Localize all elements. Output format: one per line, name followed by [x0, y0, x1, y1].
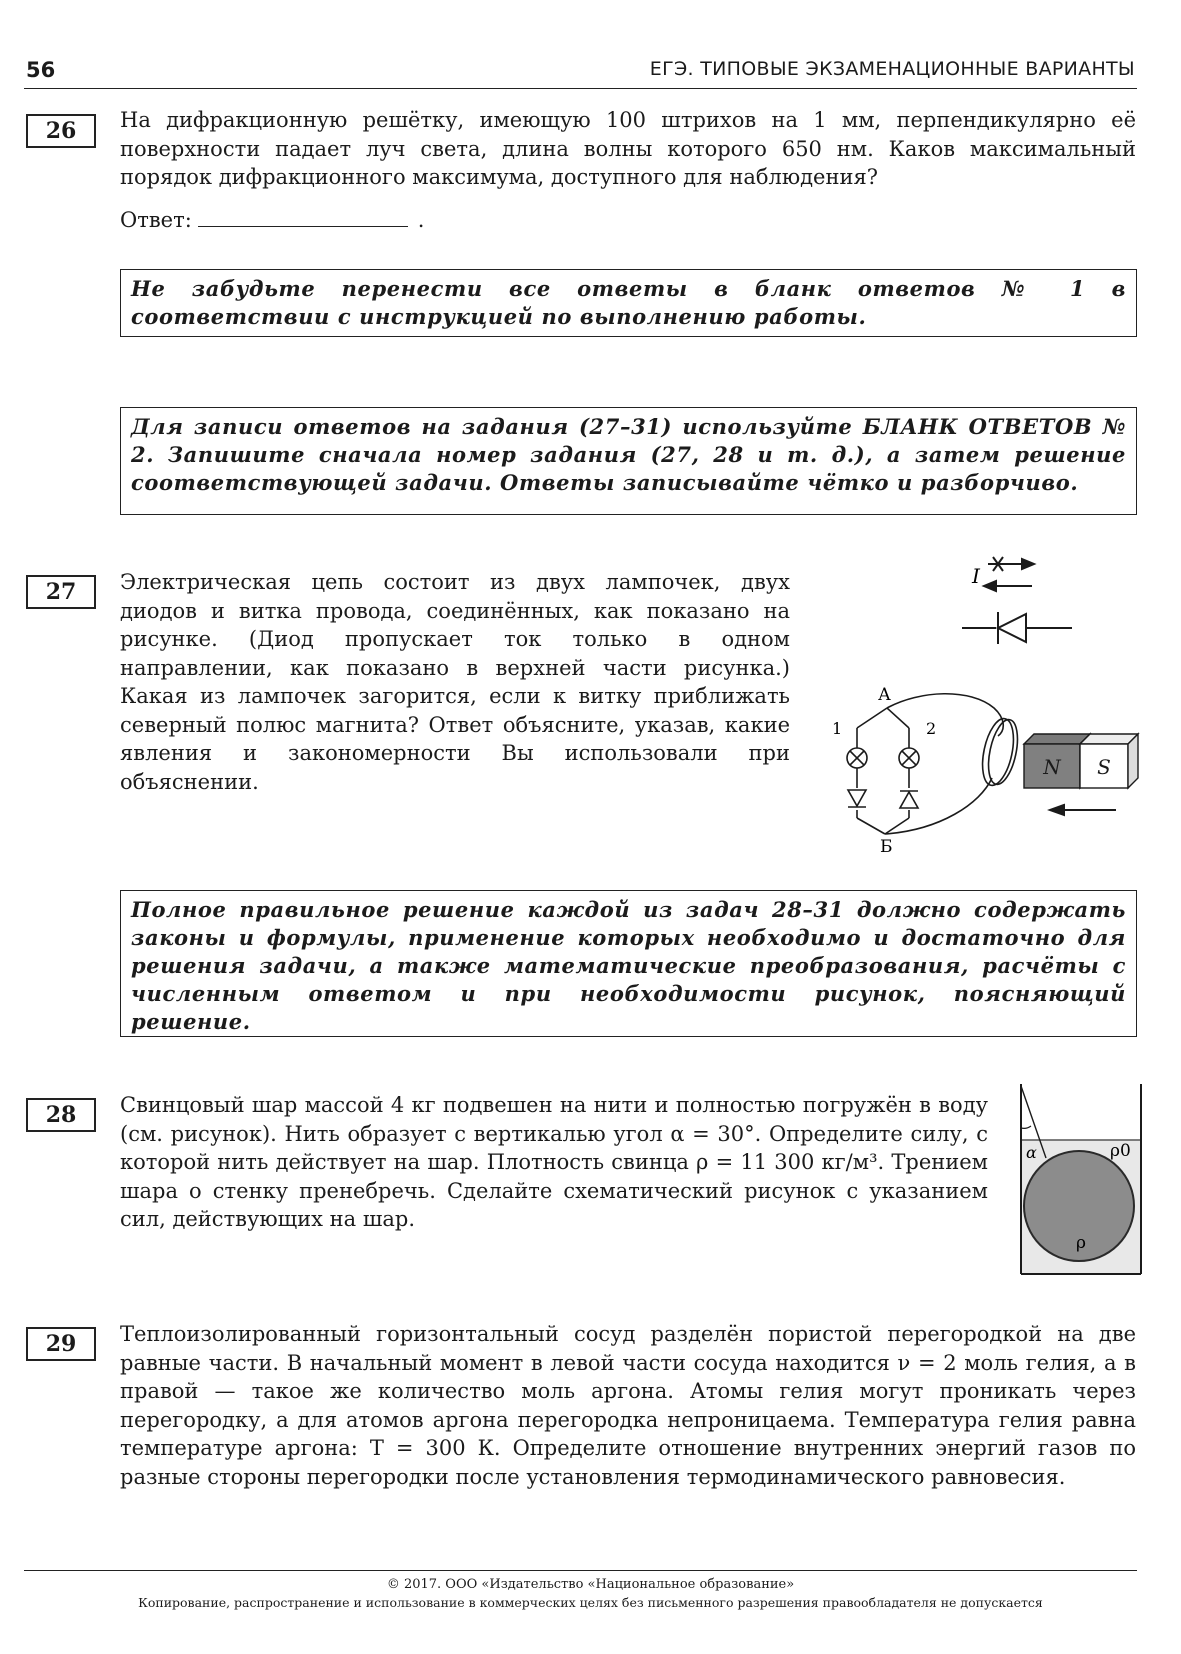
- running-header: ЕГЭ. ТИПОВЫЕ ЭКЗАМЕНАЦИОННЫЕ ВАРИАНТЫ: [649, 58, 1135, 80]
- page-number: 56: [26, 58, 56, 82]
- header-rule: [24, 88, 1137, 89]
- rho-label: ρ: [1076, 1233, 1086, 1253]
- node-a-label: А: [878, 685, 891, 705]
- circuit-wires: [857, 694, 1023, 834]
- question-number-27: 27: [26, 575, 96, 609]
- current-arrows: [984, 557, 1034, 591]
- current-label: I: [972, 564, 980, 588]
- answer-end: .: [417, 208, 425, 232]
- question-29-text: Теплоизолированный горизонтальный сосуд разделён пористой перегородкой на две равные части. В начальный момент в левой части сосуда находится ν = 2 моль гелия, а в правой — такое же количество моль аргона. Атомы гелия могут проникать через перегородку, а для атомов аргона перегородка непроницаема. Температура гелия равна температуре аргона: T = 300 К. Определите отношение внутренних энергий газов по разные стороны перегородки после установления термодинамического равновесия.: [120, 1322, 1136, 1489]
- lamp-2-label: 2: [926, 719, 937, 738]
- footer-copyright: © 2017. ООО «Издательство «Национальное образование»: [386, 1577, 795, 1592]
- footer-notice: Копирование, распространение и использование в коммерческих целях без письменного разрешения правообладателя не допускается: [138, 1595, 1043, 1610]
- diode-symbol: [962, 612, 1072, 644]
- lead-ball-figure: [1018, 1084, 1144, 1276]
- magnet-n-label: N: [1043, 755, 1061, 779]
- question-28-text: Свинцовый шар массой 4 кг подвешен на нити и полностью погружён в воду (см. рисунок). Нить образует с вертикалью угол α = 30°. Определите силу, с которой нить действует на шар. Плотность свинца ρ = 11 300 кг/м³. Трением шара о стенку пренебречь. Сделайте схематический рисунок с указанием сил, действующих на шар.: [120, 1093, 988, 1231]
- notice-transfer-answers: Не забудьте перенести все ответы в бланк ответов № 1 в соответствии с инструкцией по выполнению работы.: [120, 269, 1137, 337]
- answer-row-26: [120, 208, 424, 232]
- notice-full-solution: Полное правильное решение каждой из задач 28–31 должно содержать законы и формулы, применение которых необходимо и достаточно для решения задачи, а также математические преобразования, расчёты с численным ответом и при необходимости рисунок, поясняющий решение.: [120, 890, 1137, 1037]
- node-b-label: Б: [880, 837, 893, 857]
- question-number-29: 29: [26, 1327, 96, 1361]
- magnet: [1024, 734, 1138, 788]
- diode-branch-2: [900, 791, 918, 808]
- lamp-1-label: 1: [832, 719, 843, 738]
- magnet-motion-arrow: [1050, 805, 1116, 815]
- question-number-26: 26: [26, 114, 96, 148]
- answer-blank[interactable]: [198, 208, 408, 227]
- magnet-s-label: S: [1097, 755, 1111, 779]
- footer-rule: [24, 1570, 1137, 1571]
- angle-alpha-label: α: [1026, 1143, 1037, 1162]
- answer-label: Ответ:: [120, 208, 192, 232]
- diode-branch-1: [848, 790, 866, 807]
- lamp-2: [899, 748, 919, 768]
- circuit-figure: [800, 548, 1145, 858]
- notice-answer-form-2: Для записи ответов на задания (27–31) используйте БЛАНК ОТВЕТОВ № 2. Запишите сначала номер задания (27, 28 и т. д.), а затем решение соответствующей задачи. Ответы записывайте чётко и разборчиво.: [120, 407, 1137, 515]
- question-26-text: На дифракционную решётку, имеющую 100 штрихов на 1 мм, перпендикулярно её поверхности падает луч света, длина волны которого 650 нм. Каков максимальный порядок дифракционного максимума, доступного для наблюдения?: [120, 108, 1136, 189]
- question-number-28: 28: [26, 1098, 96, 1132]
- rho0-label: ρ0: [1110, 1141, 1131, 1161]
- lamp-1: [847, 748, 867, 768]
- question-27-text: Электрическая цепь состоит из двух лампочек, двух диодов и витка провода, соединённых, как показано на рисунке. (Диод пропускает ток только в одном направлении, как показано в верхней части рисунка.) Какая из лампочек загорится, если к витку приближать северный полюс магнита? Ответ объясните, указав, какие явления и закономерности Вы использовали при объяснении.: [120, 570, 790, 794]
